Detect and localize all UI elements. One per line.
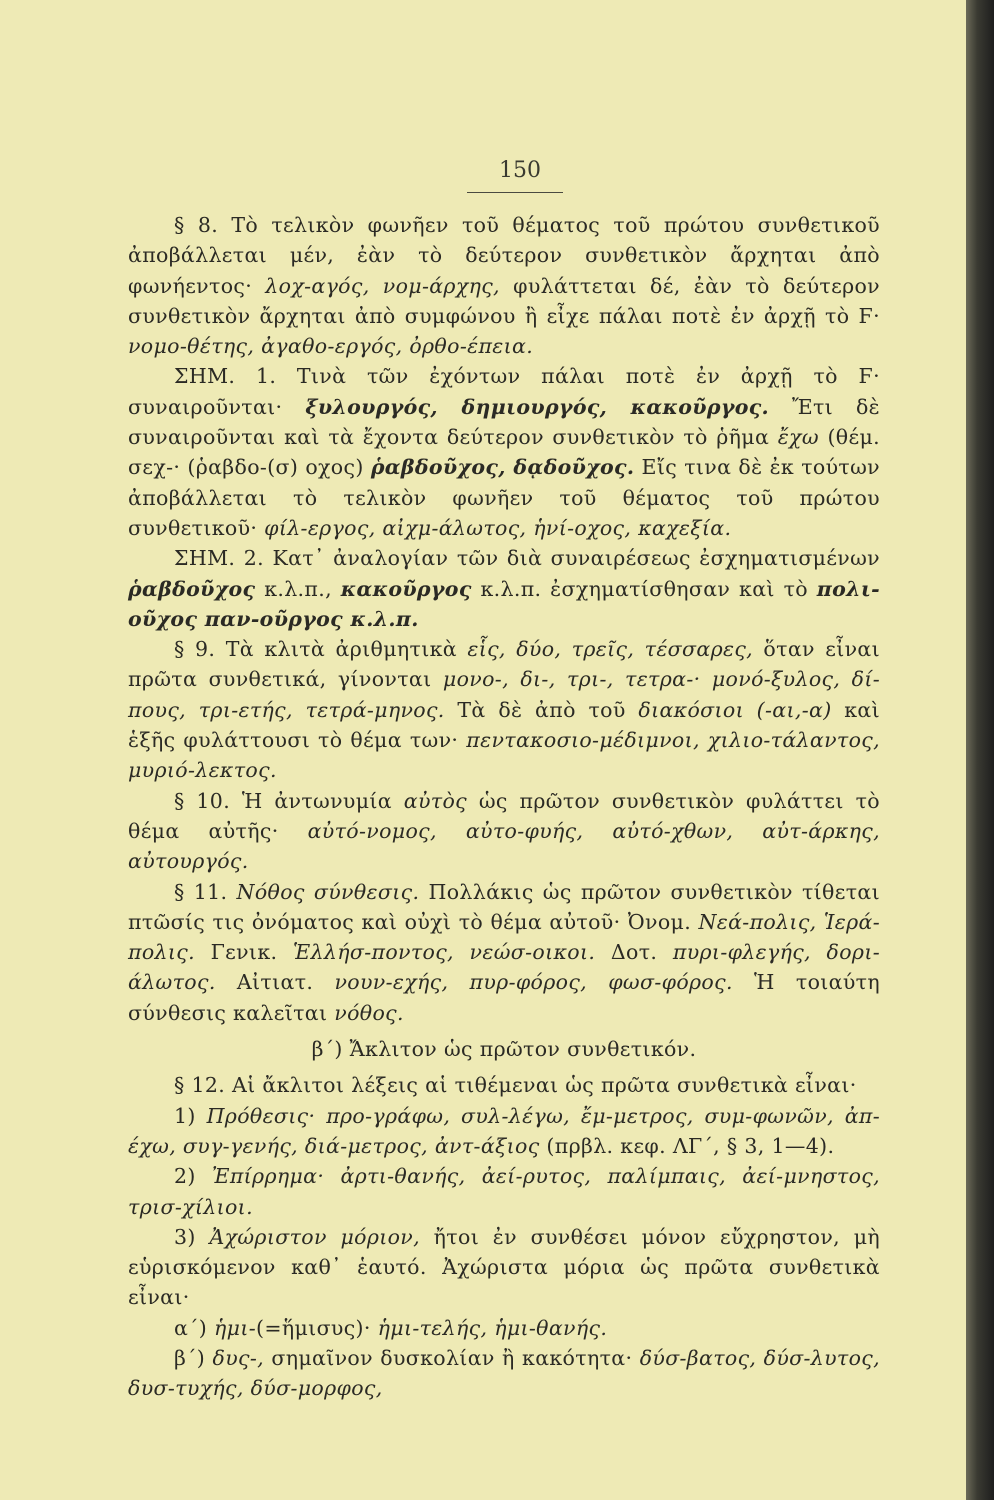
emphasis-text: ἡμι-τελής, ἡμι-θανής.: [377, 1315, 608, 1340]
text-run: 1): [174, 1103, 207, 1128]
text-run: § 11.: [174, 879, 237, 904]
emphasis-text: ῥαβδοῦχος: [128, 576, 256, 601]
emphasis-text: Ἐπίρρημα·: [212, 1164, 325, 1189]
paragraph: [128, 786, 880, 877]
text-run: β΄) Ἄκλιτον ὡς πρῶτον συνθετικόν.: [311, 1037, 697, 1062]
emphasis-text: Νόθος σύνθεσις.: [236, 879, 420, 904]
emphasis-text: εἷς, δύο, τρεῖς, τέσσαρες,: [467, 637, 754, 662]
emphasis-text: πολι-οῦχος παν-οῦργος κ.λ.π.: [128, 576, 880, 631]
emphasis-text: Ἑλλήσ-ποντος, νεώσ-οικοι.: [292, 940, 596, 965]
emphasis-text: νομο-θέτης, ἀγαθο-εργός, ὀρθο-έπεια.: [128, 334, 534, 359]
text-run: ΣΗΜ. 2. Κατ᾽ ἀναλογίαν τῶν διὰ συναιρέσεως ἐσχηματισμένων: [174, 546, 880, 571]
emphasis-text: ἡμι-: [214, 1315, 256, 1340]
paragraph: [128, 634, 880, 785]
text-run: (πρβλ. κεφ. ΛΓ΄, § 3, 1—4).: [539, 1133, 835, 1158]
text-run: ΣΗΜ. 1. Τινὰ τῶν ἐχόντων πάλαι ποτὲ ἐν ἀρχῇ τὸ Ϝ· συναιροῦνται·: [128, 364, 880, 419]
page-edge-shadow: [966, 0, 994, 1500]
text-run: Πολλάκις ὡς πρῶτον συνθετικὸν τίθεται πτῶσίς τις ὀνόματος καὶ οὐχὶ τὸ θέμα αὐτοῦ· Ὀνομ.: [128, 879, 880, 934]
emphasis-text: ἔχω: [777, 425, 819, 450]
list-item: [128, 1161, 880, 1222]
emphasis-text: προ-γράφω, συλ-λέγω, ἔμ-μετρος, συμ-φωνῶν, ἀπ-έχω, συγ-γενής, διά-μετρος, ἀντ-άξιος: [128, 1103, 881, 1158]
text-run: § 12. Αἱ ἄκλιτοι λέξεις αἱ τιθέμεναι ὡς πρῶτα συνθετικὰ εἶναι·: [174, 1073, 857, 1098]
text-run: Αἰτιατ.: [215, 970, 335, 995]
text-run: ἤτοι ἐν συνθέσει μόνον εὔχρηστον, μὴ εὑρισκόμενον καθ᾽ ἑαυτό. Ἀχώριστα μόρια ὡς πρῶτα συνθετικὰ εἶναι·: [128, 1224, 881, 1310]
text-run: κ.λ.π. ἐσχηματίσθησαν καὶ τὸ: [471, 576, 817, 601]
emphasis-text: αὐτό-νομος, αὐτο-φυής, αὐτό-χθων, αὐτ-άρκης, αὐτουργός.: [128, 818, 880, 874]
list-item: [128, 1222, 880, 1313]
text-run: (=ἥμισυς)·: [256, 1315, 378, 1340]
text-run: (θέμ. σεχ-· (ῥαβδο-(σ) οχος): [128, 425, 880, 480]
emphasis-text: πυρι-φλεγής, δορι-άλωτος.: [128, 940, 880, 995]
text-run: [324, 1164, 340, 1188]
emphasis-text: μονο-, δι-, τρι-, τετρα-· μονό-ξυλος, δί-πους, τρι-ετής, τετρά-μηνος.: [128, 667, 880, 722]
text-run: [315, 1104, 326, 1128]
text-run: σημαῖνον δυσκολίαν ἢ κακότητα·: [264, 1345, 640, 1370]
emphasis-text: ξυλουργός, δημιουργός, κακοῦργος.: [305, 394, 770, 419]
emphasis-text: κακοῦργος: [340, 576, 472, 601]
paragraph: [128, 543, 880, 634]
page-body-text: [128, 210, 880, 1404]
emphasis-text: Ἀχώριστον μόριον,: [209, 1224, 420, 1249]
text-run: β΄): [174, 1345, 213, 1370]
list-item: [128, 1101, 880, 1162]
emphasis-text: φίλ-εργος, αἰχμ-άλωτος, ἡνί-οχος, καχεξία.: [264, 515, 732, 540]
text-run: § 8. Τὸ τελικὸν φωνῆεν τοῦ θέματος τοῦ πρώτου συνθετικοῦ ἀποβάλλεται μέν, ἐὰν τὸ δεύτερον συνθετικὸν ἄρχηται ἀπὸ φωνήεντος·: [128, 213, 880, 298]
text-run: α΄): [174, 1315, 215, 1340]
text-run: Τὰ δὲ ἀπὸ τοῦ: [444, 697, 639, 722]
paragraph: [128, 877, 880, 1028]
emphasis-text: Νεά-πολις, Ἱερά-πολις.: [128, 909, 880, 965]
text-run: καὶ ἑξῆς φυλάττουσι τὸ θέμα των·: [128, 697, 881, 753]
paragraph: [128, 210, 880, 361]
emphasis-text: αὐτὸς: [403, 788, 468, 813]
text-run: § 9. Τὰ κλιτὰ ἀριθμητικὰ: [174, 637, 468, 662]
emphasis-text: νουν-εχής, πυρ-φόρος, φωσ-φόρος.: [334, 970, 733, 995]
text-run: § 10. Ἡ ἀντωνυμία: [174, 788, 404, 813]
text-run: ὡς πρῶτον συνθετικὸν φυλάττει τὸ θέμα αὐτῆς·: [128, 788, 880, 843]
emphasis-text: δύσ-βατος, δύσ-λυτος, δυσ-τυχής, δύσ-μορφος,: [128, 1345, 881, 1401]
emphasis-text: λοχ-αγός, νομ-άρχης,: [265, 273, 500, 298]
text-run: Ἔτι δὲ συναιροῦνται καὶ τὰ ἔχοντα δεύτερον συνθετικὸν τὸ ῥῆμα: [128, 394, 881, 450]
text-run: Ἡ τοιαύτη σύνθεσις καλεῖται: [128, 970, 881, 1025]
header-rule: [467, 192, 563, 193]
emphasis-text: νόθος.: [334, 1000, 404, 1025]
paragraph: [128, 1070, 880, 1100]
text-run: Γενικ.: [194, 940, 293, 965]
emphasis-text: διακόσιοι (-αι,-α): [638, 697, 832, 722]
list-item: [128, 1343, 880, 1404]
text-run: κ.λ.π.,: [255, 576, 341, 601]
page-number: 150: [499, 158, 541, 183]
emphasis-text: ἀρτι-θανής, ἀεί-ρυτος, παλίμπαις, ἀεί-μνηστος, τρισ-χίλιοι.: [128, 1164, 880, 1219]
list-item: [128, 1313, 880, 1343]
paragraph: [128, 361, 880, 543]
text-run: Δοτ.: [595, 940, 673, 965]
text-run: ὅταν εἶναι πρῶτα συνθετικά, γίνονται: [128, 637, 880, 692]
text-run: φυλάττεται δέ, ἐὰν τὸ δεύτερον συνθετικὸν ἄρχηται ἀπὸ συμφώνου ἢ εἶχε πάλαι ποτὲ ἐν ἀρχῇ τὸ Ϝ·: [128, 273, 880, 328]
text-run: 2): [174, 1164, 212, 1189]
text-run: 3): [174, 1224, 210, 1249]
emphasis-text: Πρόθεσις·: [206, 1103, 316, 1128]
emphasis-text: πεντακοσιο-μέδιμνοι, χιλιο-τάλαντος, μυριό-λεκτος.: [128, 728, 880, 783]
section-subheading: [128, 1034, 880, 1064]
emphasis-text: δυς-,: [212, 1345, 264, 1370]
emphasis-text: ῥαβδοῦχος, δᾳδοῦχος.: [370, 455, 635, 480]
text-run: Εἴς τινα δὲ ἐκ τούτων ἀποβάλλεται τὸ τελικὸν φωνῆεν τοῦ θέματος τοῦ πρώτου συνθετικοῦ·: [128, 455, 880, 540]
